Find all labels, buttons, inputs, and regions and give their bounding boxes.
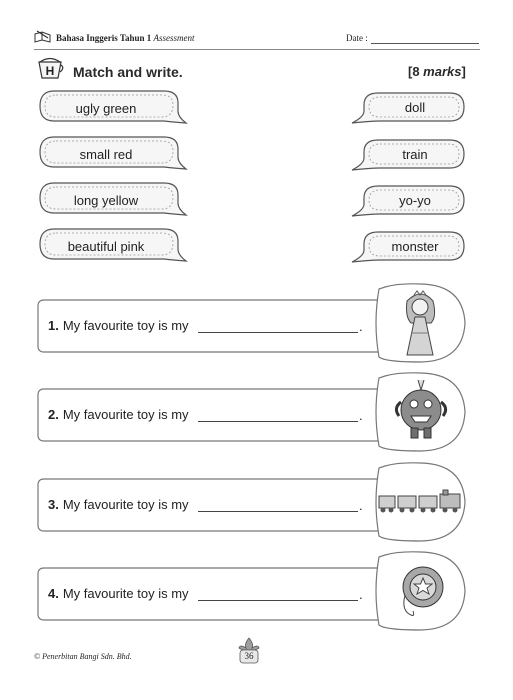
sentence-text: 2. My favourite toy is my [48,407,189,422]
left-bubble-label: long yellow [73,192,139,208]
sentence-number: 1. [48,318,59,333]
section-badge [36,56,64,80]
left-bubble-label: small red [79,146,133,162]
sentence-number: 3. [48,497,59,512]
sentence-number: 2. [48,407,59,422]
right-bubble-label: doll [404,99,426,115]
yoyo-icon [371,551,467,631]
left-bubble [36,89,188,127]
answer-blank[interactable] [198,332,358,333]
copyright-text: © Penerbitan Bangi Sdn. Bhd. [34,652,132,661]
right-bubble [350,91,468,127]
monster-icon [371,372,467,452]
answer-blank[interactable] [198,600,358,601]
sentence-row [36,477,468,533]
left-bubble [36,135,188,173]
section-title: Match and write. [73,64,183,80]
date-line [371,43,479,44]
header-title: Bahasa Inggeris Tahun 1 Assessment [56,33,195,43]
page-number: 36 [244,651,254,661]
sentence-text: 1. My favourite toy is my [48,318,189,333]
left-bubble-label: beautiful pink [67,238,145,254]
sentence-row [36,298,468,354]
sentence-end: . [359,319,363,334]
sentence-text: 3. My favourite toy is my [48,497,189,512]
sentence-end: . [359,408,363,423]
answer-blank[interactable] [198,421,358,422]
sentence-end: . [359,498,363,513]
header-subtitle: Assessment [153,33,195,43]
date-label: Date : [346,33,368,43]
doll-icon [371,283,467,363]
book-icon [34,30,52,44]
left-bubble [36,227,188,265]
right-bubble [350,138,468,174]
left-bubble-label: ugly green [75,100,137,116]
right-bubble-label: yo-yo [399,192,431,208]
right-bubble [350,230,468,266]
train-icon [371,462,467,542]
right-bubble [350,184,468,220]
sentence-number: 4. [48,586,59,601]
right-bubble-label: train [402,146,428,162]
sentence-end: . [359,587,363,602]
section-letter: H [45,64,55,78]
sentence-row [36,566,468,622]
answer-blank[interactable] [198,511,358,512]
sentence-row [36,387,468,443]
sentence-text: 4. My favourite toy is my [48,586,189,601]
header-rule [34,49,480,50]
left-bubble [36,181,188,219]
right-bubble-label: monster [391,238,439,254]
marks-label: [8 marks] [408,64,466,79]
